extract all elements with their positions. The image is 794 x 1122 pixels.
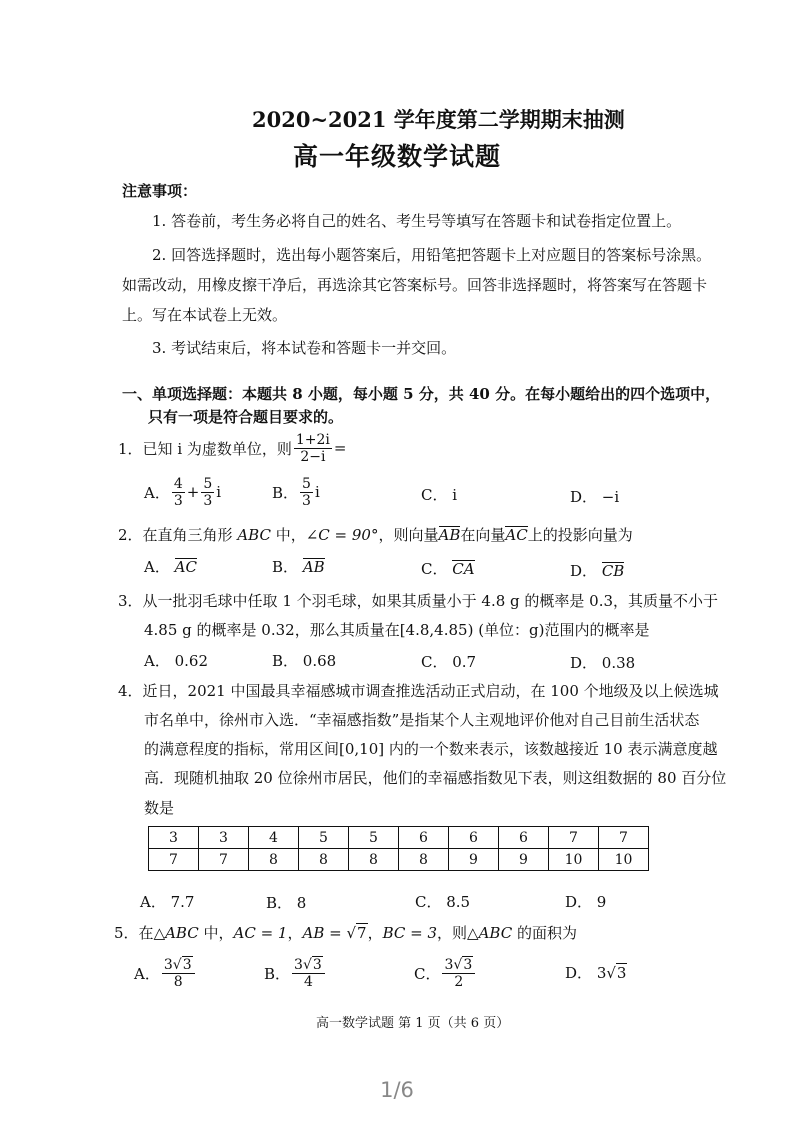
section-heading-line2: 只有一项是符合题目要求的。 bbox=[148, 408, 344, 426]
q1-option-d: D． −i bbox=[570, 488, 620, 506]
q1-option-c: C． i bbox=[421, 486, 458, 504]
vector: AC bbox=[174, 558, 197, 576]
q5-c-fraction bbox=[442, 957, 475, 990]
q2-option-b bbox=[272, 556, 325, 577]
vector: CA bbox=[452, 560, 475, 578]
notice-heading: 注意事项： bbox=[122, 182, 198, 200]
table-row bbox=[149, 827, 649, 849]
q5-b-fraction bbox=[292, 957, 325, 990]
option-label: A． bbox=[144, 558, 170, 576]
exam-title-line1: 2020~2021 学年度第二学期期末抽测 bbox=[252, 107, 625, 132]
q2-text: 上的投影向量为 bbox=[527, 526, 633, 544]
question-3-line1 bbox=[118, 590, 718, 611]
notice-item-2-line1: 2. 回答选择题时，选出每小题答案后，用铅笔把答题卡上对应题目的答案标号涂黑。 bbox=[152, 246, 712, 264]
q3-option-a: A． 0.62 bbox=[144, 652, 208, 670]
table-cell: 9 bbox=[499, 849, 549, 871]
option-label: B． bbox=[272, 558, 299, 576]
table-cell: 10 bbox=[549, 849, 599, 871]
q5-number: 5． bbox=[114, 924, 139, 942]
coefficient: 3 bbox=[294, 956, 303, 973]
q2-number: 2． bbox=[118, 526, 143, 544]
q5-side-ab: AB = bbox=[302, 924, 347, 942]
denominator: 2 bbox=[454, 973, 464, 990]
notice-item-3: 3. 考试结束后，将本试卷和答题卡一并交回。 bbox=[152, 339, 457, 357]
q1-equals: = bbox=[333, 439, 347, 457]
page-footer: 高一数学试题 第 1 页（共 6 页） bbox=[316, 1016, 510, 1031]
section-heading-line1: 一、单项选择题：本题共 8 小题，每小题 5 分，共 40 分。在每小题给出的四个选项中， bbox=[122, 385, 721, 403]
table-cell: 3 bbox=[149, 827, 199, 849]
q2-text: ，则向量 bbox=[378, 526, 439, 544]
question-5: 5．在△ABC 中，AC = 1，AB = √7，BC = 3，则△ABC 的面积为 bbox=[114, 924, 577, 942]
notice-item-2-line3: 上。写在本试卷上无效。 bbox=[122, 306, 288, 324]
q5-a-fraction bbox=[162, 957, 195, 990]
q5-text: 的面积为 bbox=[512, 924, 577, 942]
table-cell: 10 bbox=[599, 849, 649, 871]
table-cell: 6 bbox=[499, 827, 549, 849]
option-label: D． bbox=[565, 964, 593, 982]
radicand: 3 bbox=[312, 956, 322, 973]
q5-option-d: D． 3√3 bbox=[565, 964, 627, 982]
q1-option-a bbox=[144, 474, 221, 510]
question-4-line4: 高．现随机抽取 20 位徐州市居民，他们的幸福感指数见下表，则这组数据的 80 百分位 bbox=[144, 769, 727, 787]
table-cell: 7 bbox=[549, 827, 599, 849]
q1-option-b bbox=[272, 474, 320, 510]
notice-item-1: 1. 答卷前，考生务必将自己的姓名、考生号等填写在答题卡和试卷指定位置上。 bbox=[152, 212, 682, 230]
q4-option-c: C． 8.5 bbox=[415, 893, 471, 911]
q5-option-c bbox=[414, 954, 477, 992]
numerator: 3√3 bbox=[442, 957, 475, 974]
vector: AB bbox=[302, 558, 325, 576]
q5-radicand: 7 bbox=[357, 924, 367, 942]
q5-text: ， bbox=[287, 924, 303, 942]
option-label: A． bbox=[134, 964, 160, 983]
q1-fraction-denominator: 2−i bbox=[300, 448, 326, 465]
q5-text: ， bbox=[367, 924, 383, 942]
question-1 bbox=[118, 430, 347, 466]
imaginary-unit: i bbox=[314, 483, 320, 501]
q2-option-a bbox=[144, 556, 197, 577]
table-cell: 8 bbox=[349, 849, 399, 871]
q1-b-fraction bbox=[300, 476, 313, 509]
q5-text: 中， bbox=[198, 924, 234, 942]
denominator: 3 bbox=[302, 492, 311, 509]
table-cell: 7 bbox=[599, 827, 649, 849]
page-indicator: 1/6 bbox=[380, 1078, 414, 1102]
table-cell: 4 bbox=[249, 827, 299, 849]
table-cell: 5 bbox=[349, 827, 399, 849]
table-row bbox=[149, 849, 649, 871]
option-label: B． bbox=[264, 964, 291, 983]
denominator: 4 bbox=[303, 973, 313, 990]
denominator: 8 bbox=[173, 973, 183, 990]
q4-text: 近日，2021 中国最具幸福感城市调查推选活动正式启动，在 100 个地级及以上候选城 bbox=[142, 682, 719, 700]
table-cell: 9 bbox=[449, 849, 499, 871]
q1-fraction-numerator: 1+2i bbox=[295, 431, 330, 448]
table-cell: 7 bbox=[149, 849, 199, 871]
notice-item-2-line2: 如需改动，用橡皮擦干净后，再选涂其它答案标号。回答非选择题时，将答案写在答题卡 bbox=[122, 276, 708, 294]
q5-triangle: △ABC bbox=[153, 924, 199, 942]
numerator: 5 bbox=[203, 475, 213, 492]
denominator: 3 bbox=[203, 492, 213, 509]
radicand: 3 bbox=[616, 964, 627, 982]
q4-option-b: B． 8 bbox=[266, 894, 307, 912]
q5-text: ，则 bbox=[437, 924, 468, 942]
q4-option-d: D． 9 bbox=[565, 893, 607, 911]
question-4-line1 bbox=[118, 680, 719, 701]
q2-option-c bbox=[421, 558, 475, 579]
coefficient: 3 bbox=[444, 956, 454, 973]
table-cell: 5 bbox=[299, 827, 349, 849]
plus-sign: + bbox=[186, 483, 200, 501]
table-cell: 8 bbox=[299, 849, 349, 871]
option-label: C． bbox=[421, 560, 448, 578]
denominator: 3 bbox=[173, 492, 183, 509]
q3-text: 从一批羽毛球中任取 1 个羽毛球，如果其质量小于 4.8 g 的概率是 0.3，其质量不小于 bbox=[142, 592, 719, 610]
table-cell: 3 bbox=[199, 827, 249, 849]
imaginary-unit: i bbox=[216, 483, 222, 501]
q5-side-ac: AC = 1 bbox=[233, 924, 288, 942]
q1-stem: 已知 i 为虚数单位，则 bbox=[142, 439, 292, 458]
coefficient: 3 bbox=[163, 956, 173, 973]
q5-side-bc: BC = 3 bbox=[382, 924, 438, 942]
question-2 bbox=[118, 524, 633, 545]
vector-ab: AB bbox=[438, 526, 461, 544]
vector-ac: AC bbox=[505, 526, 528, 544]
table-cell: 8 bbox=[249, 849, 299, 871]
q4-option-a: A． 7.7 bbox=[140, 893, 195, 911]
q2-option-d bbox=[570, 560, 624, 581]
q1-number: 1． bbox=[118, 439, 143, 458]
numerator: 5 bbox=[302, 475, 311, 492]
happiness-index-table bbox=[148, 826, 649, 871]
q2-triangle-name: ABC bbox=[237, 526, 271, 544]
q5-option-b bbox=[264, 954, 327, 992]
numerator: 3√3 bbox=[162, 957, 195, 974]
q2-text: 在向量 bbox=[460, 526, 506, 544]
numerator: 4 bbox=[173, 475, 183, 492]
option-label: D． bbox=[570, 562, 598, 580]
vector: CB bbox=[601, 562, 625, 580]
table-cell: 6 bbox=[399, 827, 449, 849]
coefficient: 3 bbox=[596, 964, 607, 982]
q3-number: 3． bbox=[118, 592, 143, 610]
numerator: 3√3 bbox=[292, 957, 325, 974]
q3-option-d: D． 0.38 bbox=[570, 654, 636, 672]
q1-a-fraction-1 bbox=[172, 476, 185, 509]
table-cell: 6 bbox=[449, 827, 499, 849]
question-4-line2: 市名单中，徐州市入选．“幸福感指数”是指某个人主观地评价他对自己目前生活状态 bbox=[144, 711, 700, 729]
q5-option-a bbox=[134, 954, 197, 992]
q4-number: 4． bbox=[118, 682, 143, 700]
exam-title-line2: 高一年级数学试题 bbox=[293, 142, 502, 171]
q5-triangle: △ABC bbox=[467, 924, 513, 942]
table-cell: 8 bbox=[399, 849, 449, 871]
q2-angle-condition: ∠C = 90° bbox=[305, 526, 379, 544]
radicand: 3 bbox=[463, 956, 473, 973]
option-label: C． bbox=[414, 964, 441, 983]
q1-a-fraction-2 bbox=[201, 476, 214, 509]
option-label: A． bbox=[144, 483, 170, 502]
q2-text: 中， bbox=[270, 526, 306, 544]
q1-fraction bbox=[294, 432, 332, 465]
q5-text: 在 bbox=[138, 924, 154, 942]
question-3-line2: 4.85 g 的概率是 0.32，那么其质量在[4.8,4.85) (单位：g)范围内的概率是 bbox=[144, 621, 650, 639]
radicand: 3 bbox=[182, 956, 192, 973]
question-4-line3: 的满意程度的指标，常用区间[0,10] 内的一个数来表示，该数越接近 10 表示满意度越 bbox=[144, 740, 718, 758]
q3-option-c: C． 0.7 bbox=[421, 653, 477, 671]
q2-text: 在直角三角形 bbox=[142, 526, 238, 544]
table-cell: 7 bbox=[199, 849, 249, 871]
q3-option-b: B． 0.68 bbox=[272, 652, 337, 670]
option-label: B． bbox=[272, 483, 299, 502]
question-4-line5: 数是 bbox=[144, 799, 175, 817]
